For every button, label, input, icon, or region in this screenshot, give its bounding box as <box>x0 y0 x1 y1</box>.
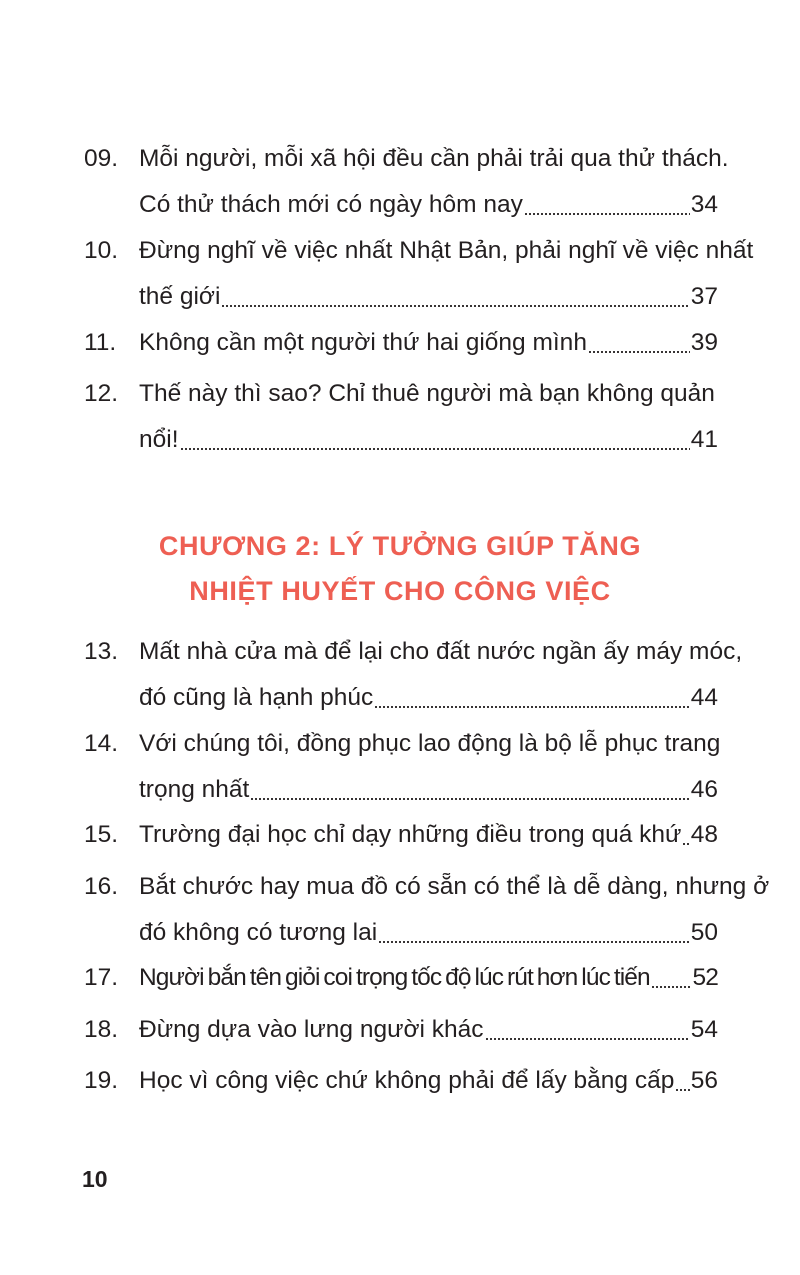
entry-title-line: Bắt chước hay mua đồ có sẵn có thể là dễ dàng, nhưng ở <box>139 873 770 900</box>
toc-entry-10 <box>84 228 754 320</box>
entry-number: 18. <box>84 1016 119 1043</box>
dot-leader <box>374 675 689 721</box>
entry-title-last-line: Người bắn tên giỏi coi trọng tốc độ lúc rút hơn lúc tiến <box>139 964 650 991</box>
toc-entry-12 <box>84 371 718 463</box>
chapter-heading-line-1: CHƯƠNG 2: LÝ TƯỞNG GIÚP TĂNG <box>158 531 642 561</box>
entry-number: 19. <box>84 1067 119 1094</box>
entry-page-number: 39 <box>690 329 718 356</box>
page-number: 10 <box>82 1166 108 1192</box>
entry-page-number: 48 <box>690 821 718 848</box>
entry-page-number: 46 <box>690 776 718 803</box>
toc-entry-19 <box>84 1058 718 1104</box>
entry-title-last-line: Trường đại học chỉ dạy những điều trong quá khứ <box>139 821 682 848</box>
dot-leader <box>378 910 690 956</box>
chapter-heading-line-2: NHIỆT HUYẾT CHO CÔNG VIỆC <box>189 576 611 606</box>
toc-entry-18 <box>84 1007 718 1053</box>
entry-page-number: 41 <box>690 426 718 453</box>
entry-number: 15. <box>84 821 119 848</box>
dot-leader <box>651 955 692 1001</box>
entry-number: 11. <box>84 329 117 356</box>
dot-leader <box>485 1007 690 1053</box>
entry-title-last-line: Không cần một người thứ hai giống mình <box>139 329 587 356</box>
entry-page-number: 54 <box>690 1016 718 1043</box>
entry-page-number: 52 <box>692 964 718 991</box>
toc-entry-09 <box>84 136 729 228</box>
entry-title-last-line: đó cũng là hạnh phúc <box>139 684 374 711</box>
entry-number: 16. <box>84 873 119 900</box>
entry-title-last-line: Có thử thách mới có ngày hôm nay <box>139 191 523 218</box>
entry-number: 09. <box>84 145 119 172</box>
dot-leader <box>524 182 690 228</box>
dot-leader <box>180 417 690 463</box>
entry-title-line: Đừng nghĩ về việc nhất Nhật Bản, phải nghĩ về việc nhất <box>139 237 754 264</box>
toc-entry-11 <box>84 320 718 366</box>
entry-title-last-line: Đừng dựa vào lưng người khác <box>139 1016 484 1043</box>
dot-leader <box>588 320 690 366</box>
entry-title-last-line: đó không có tương lai <box>139 919 378 946</box>
entry-title-last-line: thế giới <box>139 283 221 310</box>
entry-title-line: Với chúng tôi, đồng phục lao động là bộ lễ phục trang <box>139 730 721 757</box>
entry-title-last-line: trọng nhất <box>139 776 250 803</box>
entry-page-number: 44 <box>690 684 718 711</box>
entry-title-last-line: nổi! <box>139 426 179 453</box>
dot-leader <box>221 274 689 320</box>
toc-entry-17 <box>84 955 718 1001</box>
entry-page-number: 37 <box>690 283 718 310</box>
entry-page-number: 34 <box>690 191 718 218</box>
toc-entry-14 <box>84 721 721 813</box>
dot-leader <box>675 1058 689 1104</box>
entry-number: 13. <box>84 638 119 665</box>
dot-leader <box>682 812 689 858</box>
toc-entry-15 <box>84 812 718 858</box>
entry-number: 17. <box>84 964 119 991</box>
entry-number: 12. <box>84 380 119 407</box>
entry-number: 14. <box>84 730 119 757</box>
chapter-heading <box>0 524 800 614</box>
entry-title-line: Mỗi người, mỗi xã hội đều cần phải trải qua thử thách. <box>139 145 729 172</box>
entry-number: 10. <box>84 237 119 264</box>
entry-page-number: 50 <box>690 919 718 946</box>
entry-page-number: 56 <box>690 1067 718 1094</box>
entry-title-last-line: Học vì công việc chứ không phải để lấy bằng cấp <box>139 1067 675 1094</box>
toc-entry-13 <box>84 629 743 721</box>
dot-leader <box>250 767 689 813</box>
entry-title-line: Mất nhà cửa mà để lại cho đất nước ngần ấy máy móc, <box>139 638 743 665</box>
entry-title-line: Thế này thì sao? Chỉ thuê người mà bạn không quản <box>139 380 715 407</box>
toc-entry-16 <box>84 864 770 956</box>
